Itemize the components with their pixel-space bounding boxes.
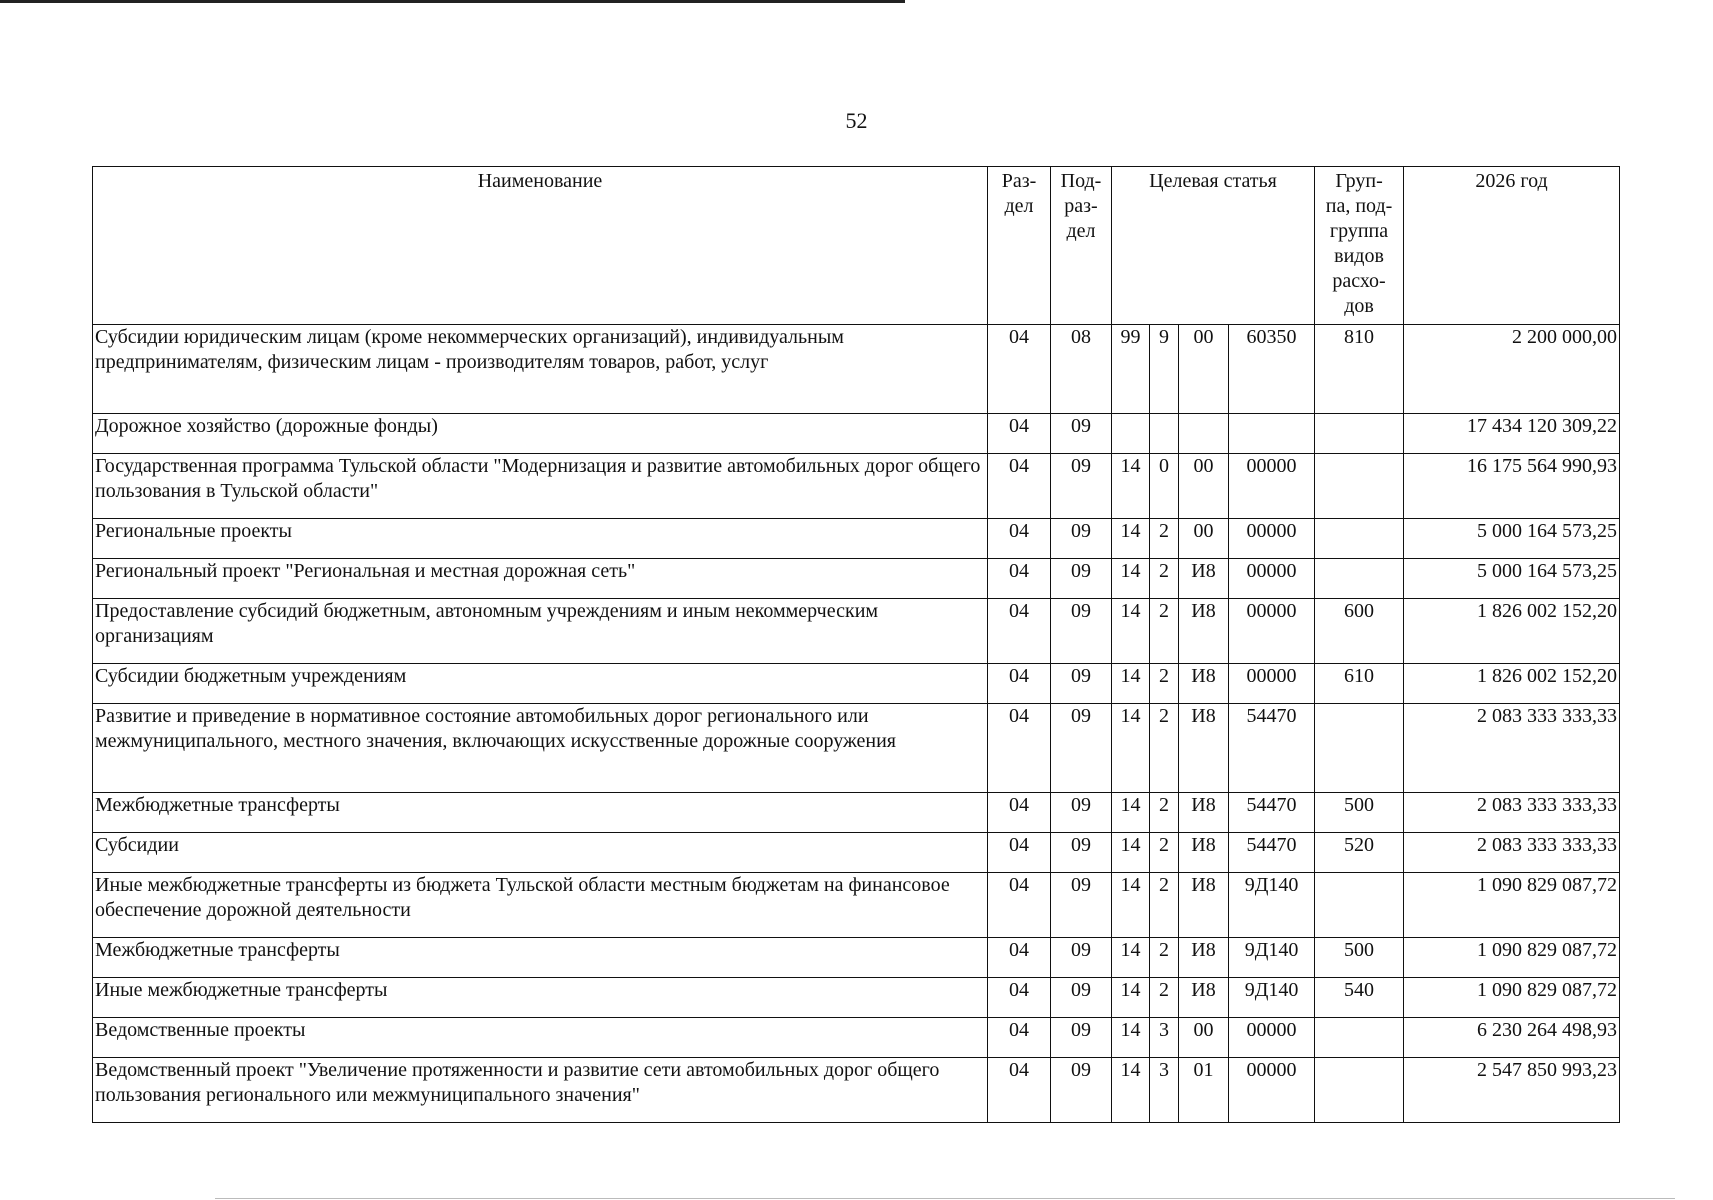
row-subsection: 09	[1051, 793, 1112, 833]
row-section: 04	[988, 559, 1051, 599]
row-section: 04	[988, 978, 1051, 1018]
row-target-code: 00000	[1229, 664, 1315, 704]
row-target-code: 60350	[1229, 325, 1315, 414]
row-subsection: 08	[1051, 325, 1112, 414]
row-name: Иные межбюджетные трансферты из бюджета Тульской области местным бюджетам на финансовое обеспечение дорожной деятельности	[93, 873, 988, 938]
row-amount: 2 547 850 993,23	[1404, 1058, 1620, 1123]
row-target-code: 54470	[1229, 833, 1315, 873]
header-target-article: Целевая статья	[1112, 167, 1315, 325]
row-name: Иные межбюджетные трансферты	[93, 978, 988, 1018]
row-target-subprogram: 2	[1150, 873, 1179, 938]
row-amount: 1 090 829 087,72	[1404, 938, 1620, 978]
row-name: Предоставление субсидий бюджетным, автономным учреждениям и иным некоммерческим организациям	[93, 599, 988, 664]
row-target-program: 14	[1112, 599, 1150, 664]
row-target-code: 00000	[1229, 1018, 1315, 1058]
row-target-program: 99	[1112, 325, 1150, 414]
row-amount: 2 083 333 333,33	[1404, 793, 1620, 833]
row-expense-group: 540	[1315, 978, 1404, 1018]
row-expense-group	[1315, 559, 1404, 599]
row-target-direction: И8	[1179, 664, 1229, 704]
row-target-program: 14	[1112, 833, 1150, 873]
row-amount: 1 090 829 087,72	[1404, 978, 1620, 1018]
row-target-subprogram: 2	[1150, 664, 1179, 704]
row-section: 04	[988, 519, 1051, 559]
row-expense-group: 500	[1315, 938, 1404, 978]
row-expense-group: 810	[1315, 325, 1404, 414]
row-section: 04	[988, 793, 1051, 833]
row-subsection: 09	[1051, 664, 1112, 704]
table-body	[93, 325, 1620, 1123]
row-target-subprogram: 9	[1150, 325, 1179, 414]
row-amount: 17 434 120 309,22	[1404, 414, 1620, 454]
row-section: 04	[988, 414, 1051, 454]
row-name: Региональные проекты	[93, 519, 988, 559]
row-amount: 1 826 002 152,20	[1404, 599, 1620, 664]
row-amount: 5 000 164 573,25	[1404, 519, 1620, 559]
row-target-direction: И8	[1179, 833, 1229, 873]
row-subsection: 09	[1051, 873, 1112, 938]
row-name: Субсидии	[93, 833, 988, 873]
page-number: 52	[845, 108, 868, 133]
table-row	[93, 325, 1620, 414]
row-target-subprogram: 2	[1150, 559, 1179, 599]
row-expense-group	[1315, 704, 1404, 793]
row-name: Субсидии бюджетным учреждениям	[93, 664, 988, 704]
row-expense-group	[1315, 519, 1404, 559]
row-target-subprogram: 2	[1150, 833, 1179, 873]
row-target-program: 14	[1112, 664, 1150, 704]
row-expense-group	[1315, 1058, 1404, 1123]
row-target-direction: 00	[1179, 454, 1229, 519]
table-row	[93, 454, 1620, 519]
table-row	[93, 1058, 1620, 1123]
row-subsection: 09	[1051, 599, 1112, 664]
header-name: Наименование	[93, 167, 988, 325]
row-subsection: 09	[1051, 519, 1112, 559]
row-target-code: 00000	[1229, 559, 1315, 599]
row-name: Субсидии юридическим лицам (кроме некоммерческих организаций), индивидуальным предпринимателям, физическим лицам - производителям товаров, работ, услуг	[93, 325, 988, 414]
scan-edge-top	[0, 0, 905, 3]
table-row	[93, 873, 1620, 938]
row-expense-group	[1315, 873, 1404, 938]
row-name: Дорожное хозяйство (дорожные фонды)	[93, 414, 988, 454]
row-target-code: 00000	[1229, 1058, 1315, 1123]
header-year: 2026 год	[1404, 167, 1620, 325]
row-name: Развитие и приведение в нормативное состояние автомобильных дорог регионального или межмуниципального, местного значения, включающих искусственные дорожные сооружения	[93, 704, 988, 793]
table-row	[93, 559, 1620, 599]
table-row	[93, 599, 1620, 664]
scan-edge-bottom	[215, 1198, 1675, 1199]
row-section: 04	[988, 833, 1051, 873]
row-expense-group	[1315, 454, 1404, 519]
row-target-code: 54470	[1229, 793, 1315, 833]
table-row	[93, 938, 1620, 978]
row-target-code: 9Д140	[1229, 938, 1315, 978]
row-target-code: 00000	[1229, 454, 1315, 519]
row-target-program: 14	[1112, 793, 1150, 833]
header-subsection: Под- раз- дел	[1051, 167, 1112, 325]
row-target-subprogram: 2	[1150, 704, 1179, 793]
row-amount: 5 000 164 573,25	[1404, 559, 1620, 599]
row-subsection: 09	[1051, 938, 1112, 978]
row-target-direction	[1179, 414, 1229, 454]
table-header-row	[93, 167, 1620, 325]
header-section: Раз- дел	[988, 167, 1051, 325]
table-row	[93, 519, 1620, 559]
row-section: 04	[988, 1058, 1051, 1123]
row-section: 04	[988, 599, 1051, 664]
row-target-code: 00000	[1229, 519, 1315, 559]
row-expense-group: 500	[1315, 793, 1404, 833]
row-target-program: 14	[1112, 1018, 1150, 1058]
row-target-direction: И8	[1179, 559, 1229, 599]
table-row	[93, 1018, 1620, 1058]
row-target-program: 14	[1112, 1058, 1150, 1123]
table-row	[93, 793, 1620, 833]
row-expense-group: 520	[1315, 833, 1404, 873]
row-section: 04	[988, 325, 1051, 414]
row-target-program: 14	[1112, 978, 1150, 1018]
row-subsection: 09	[1051, 833, 1112, 873]
row-name: Региональный проект "Региональная и местная дорожная сеть"	[93, 559, 988, 599]
row-subsection: 09	[1051, 704, 1112, 793]
row-target-program: 14	[1112, 519, 1150, 559]
row-section: 04	[988, 454, 1051, 519]
row-target-subprogram: 2	[1150, 519, 1179, 559]
row-expense-group: 610	[1315, 664, 1404, 704]
row-subsection: 09	[1051, 559, 1112, 599]
row-target-subprogram: 0	[1150, 454, 1179, 519]
row-target-code: 54470	[1229, 704, 1315, 793]
header-expense-group: Груп- па, под- группа видов расхо- дов	[1315, 167, 1404, 325]
row-amount: 2 083 333 333,33	[1404, 704, 1620, 793]
row-target-subprogram	[1150, 414, 1179, 454]
row-target-direction: И8	[1179, 978, 1229, 1018]
row-target-direction: И8	[1179, 704, 1229, 793]
row-section: 04	[988, 664, 1051, 704]
row-section: 04	[988, 1018, 1051, 1058]
row-section: 04	[988, 873, 1051, 938]
row-subsection: 09	[1051, 454, 1112, 519]
row-name: Государственная программа Тульской области "Модернизация и развитие автомобильных дорог общего пользования в Тульской области"	[93, 454, 988, 519]
row-amount: 6 230 264 498,93	[1404, 1018, 1620, 1058]
row-target-program: 14	[1112, 704, 1150, 793]
row-section: 04	[988, 704, 1051, 793]
row-target-subprogram: 2	[1150, 938, 1179, 978]
row-name: Межбюджетные трансферты	[93, 793, 988, 833]
row-section: 04	[988, 938, 1051, 978]
row-target-subprogram: 2	[1150, 793, 1179, 833]
row-target-code: 9Д140	[1229, 873, 1315, 938]
row-target-subprogram: 3	[1150, 1058, 1179, 1123]
row-amount: 1 090 829 087,72	[1404, 873, 1620, 938]
row-target-direction: И8	[1179, 873, 1229, 938]
row-target-program: 14	[1112, 938, 1150, 978]
budget-table	[92, 166, 1620, 1123]
table-row	[93, 414, 1620, 454]
table-row	[93, 833, 1620, 873]
row-target-subprogram: 2	[1150, 978, 1179, 1018]
table-row	[93, 704, 1620, 793]
row-subsection: 09	[1051, 1018, 1112, 1058]
row-target-direction: 01	[1179, 1058, 1229, 1123]
row-target-direction: 00	[1179, 325, 1229, 414]
row-expense-group	[1315, 1018, 1404, 1058]
row-target-direction: 00	[1179, 519, 1229, 559]
row-target-program: 14	[1112, 559, 1150, 599]
row-target-program: 14	[1112, 873, 1150, 938]
table-row	[93, 978, 1620, 1018]
row-name: Ведомственный проект "Увеличение протяженности и развитие сети автомобильных дорог общего пользования регионального или межмуниципального значения"	[93, 1058, 988, 1123]
row-expense-group: 600	[1315, 599, 1404, 664]
row-target-direction: И8	[1179, 793, 1229, 833]
row-name: Межбюджетные трансферты	[93, 938, 988, 978]
row-target-code	[1229, 414, 1315, 454]
row-target-program	[1112, 414, 1150, 454]
row-amount: 2 083 333 333,33	[1404, 833, 1620, 873]
row-target-subprogram: 3	[1150, 1018, 1179, 1058]
row-target-direction: И8	[1179, 938, 1229, 978]
row-subsection: 09	[1051, 414, 1112, 454]
row-name: Ведомственные проекты	[93, 1018, 988, 1058]
row-target-direction: И8	[1179, 599, 1229, 664]
row-expense-group	[1315, 414, 1404, 454]
row-target-code: 00000	[1229, 599, 1315, 664]
row-amount: 16 175 564 990,93	[1404, 454, 1620, 519]
row-amount: 1 826 002 152,20	[1404, 664, 1620, 704]
row-amount: 2 200 000,00	[1404, 325, 1620, 414]
row-target-subprogram: 2	[1150, 599, 1179, 664]
row-target-program: 14	[1112, 454, 1150, 519]
row-target-direction: 00	[1179, 1018, 1229, 1058]
row-subsection: 09	[1051, 978, 1112, 1018]
table-row	[93, 664, 1620, 704]
row-subsection: 09	[1051, 1058, 1112, 1123]
row-target-code: 9Д140	[1229, 978, 1315, 1018]
